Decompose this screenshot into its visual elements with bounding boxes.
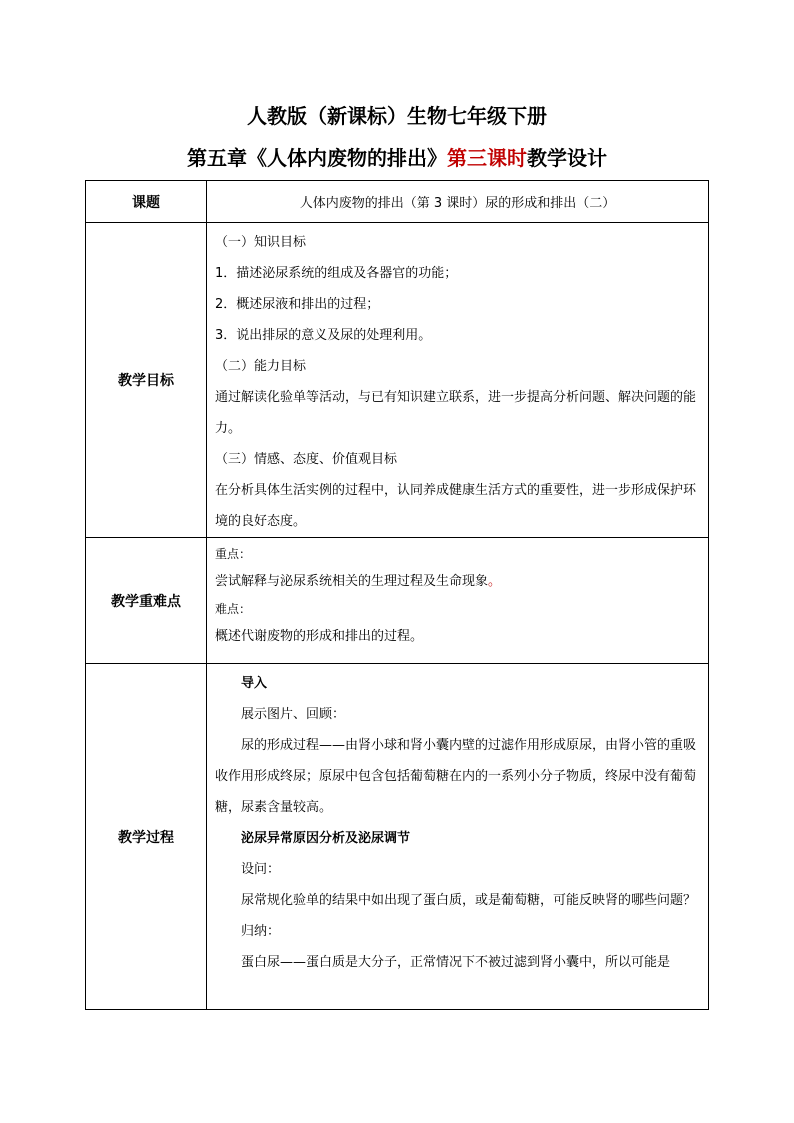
topic-value: 人体内废物的排出（第 3 课时）尿的形成和排出（二）: [207, 181, 709, 223]
key-head: 重点：: [215, 547, 252, 561]
intro-text: 展示图片、回顾：: [241, 707, 346, 722]
keypoints-row: [86, 538, 709, 664]
question-head: 设问：: [241, 862, 281, 877]
design-label: 教学设计: [527, 146, 607, 170]
review-text: 尿的形成过程——由肾小球和肾小囊内壁的过滤作用形成原尿，由肾小管的重吸收作用形成终尿；原尿中包含包括葡萄糖在内的一系列小分子物质，终尿中没有葡萄糖，尿素含量较高。: [215, 738, 697, 815]
process-row: [86, 664, 709, 1010]
emotion-head: （三）情感、态度、价值观目标: [215, 452, 398, 467]
process-content: [207, 664, 709, 1010]
lesson-plan-table: [85, 180, 709, 1010]
doc-subtitle: [0, 146, 794, 170]
key-text-period: 。: [488, 574, 502, 589]
knowledge-item-2: 2．概述尿液和排出的过程；: [215, 297, 380, 312]
chapter-title: 第五章《人体内废物的排出》: [187, 146, 447, 170]
ability-head: （二）能力目标: [215, 359, 307, 374]
section-head: 泌尿异常原因分析及泌尿调节: [241, 831, 411, 846]
emotion-text: 在分析具体生活实例的过程中，认同养成健康生活方式的重要性，进一步形成保护环境的良好态度。: [215, 483, 697, 529]
question-text: 尿常规化验单的结果中如出现了蛋白质，或是葡萄糖，可能反映肾的哪些问题？: [241, 893, 697, 908]
ability-text: 通过解读化验单等活动，与已有知识建立联系，进一步提高分析问题、解决问题的能力。: [215, 390, 697, 436]
doc-title: 人教版（新课标）生物七年级下册: [247, 104, 547, 128]
objectives-label: 教学目标: [86, 223, 207, 538]
intro-head: 导入: [241, 676, 268, 691]
knowledge-head: （一）知识目标: [215, 235, 307, 250]
keypoints-content: [207, 538, 709, 664]
process-label: 教学过程: [86, 664, 207, 1010]
topic-row: [86, 181, 709, 223]
key-text-main: 尝试解释与泌尿系统相关的生理过程及生命现象: [215, 574, 489, 589]
objectives-content: [207, 223, 709, 538]
diff-text: 概述代谢废物的形成和排出的过程。: [215, 629, 424, 644]
summary-head: 归纳：: [241, 924, 281, 939]
topic-label: 课题: [86, 181, 207, 223]
keypoints-label: 教学重难点: [86, 538, 207, 664]
key-text: [215, 566, 700, 597]
summary-text: 蛋白尿——蛋白质是大分子，正常情况下不被过滤到肾小囊中，所以可能是: [241, 955, 671, 970]
lesson-number: 第三课时: [447, 146, 527, 170]
knowledge-item-1: 1．描述泌尿系统的组成及各器官的功能；: [215, 266, 458, 281]
diff-head: 难点：: [215, 602, 252, 616]
knowledge-item-3: 3．说出排尿的意义及尿的处理利用。: [215, 328, 432, 343]
objectives-row: [86, 223, 709, 538]
